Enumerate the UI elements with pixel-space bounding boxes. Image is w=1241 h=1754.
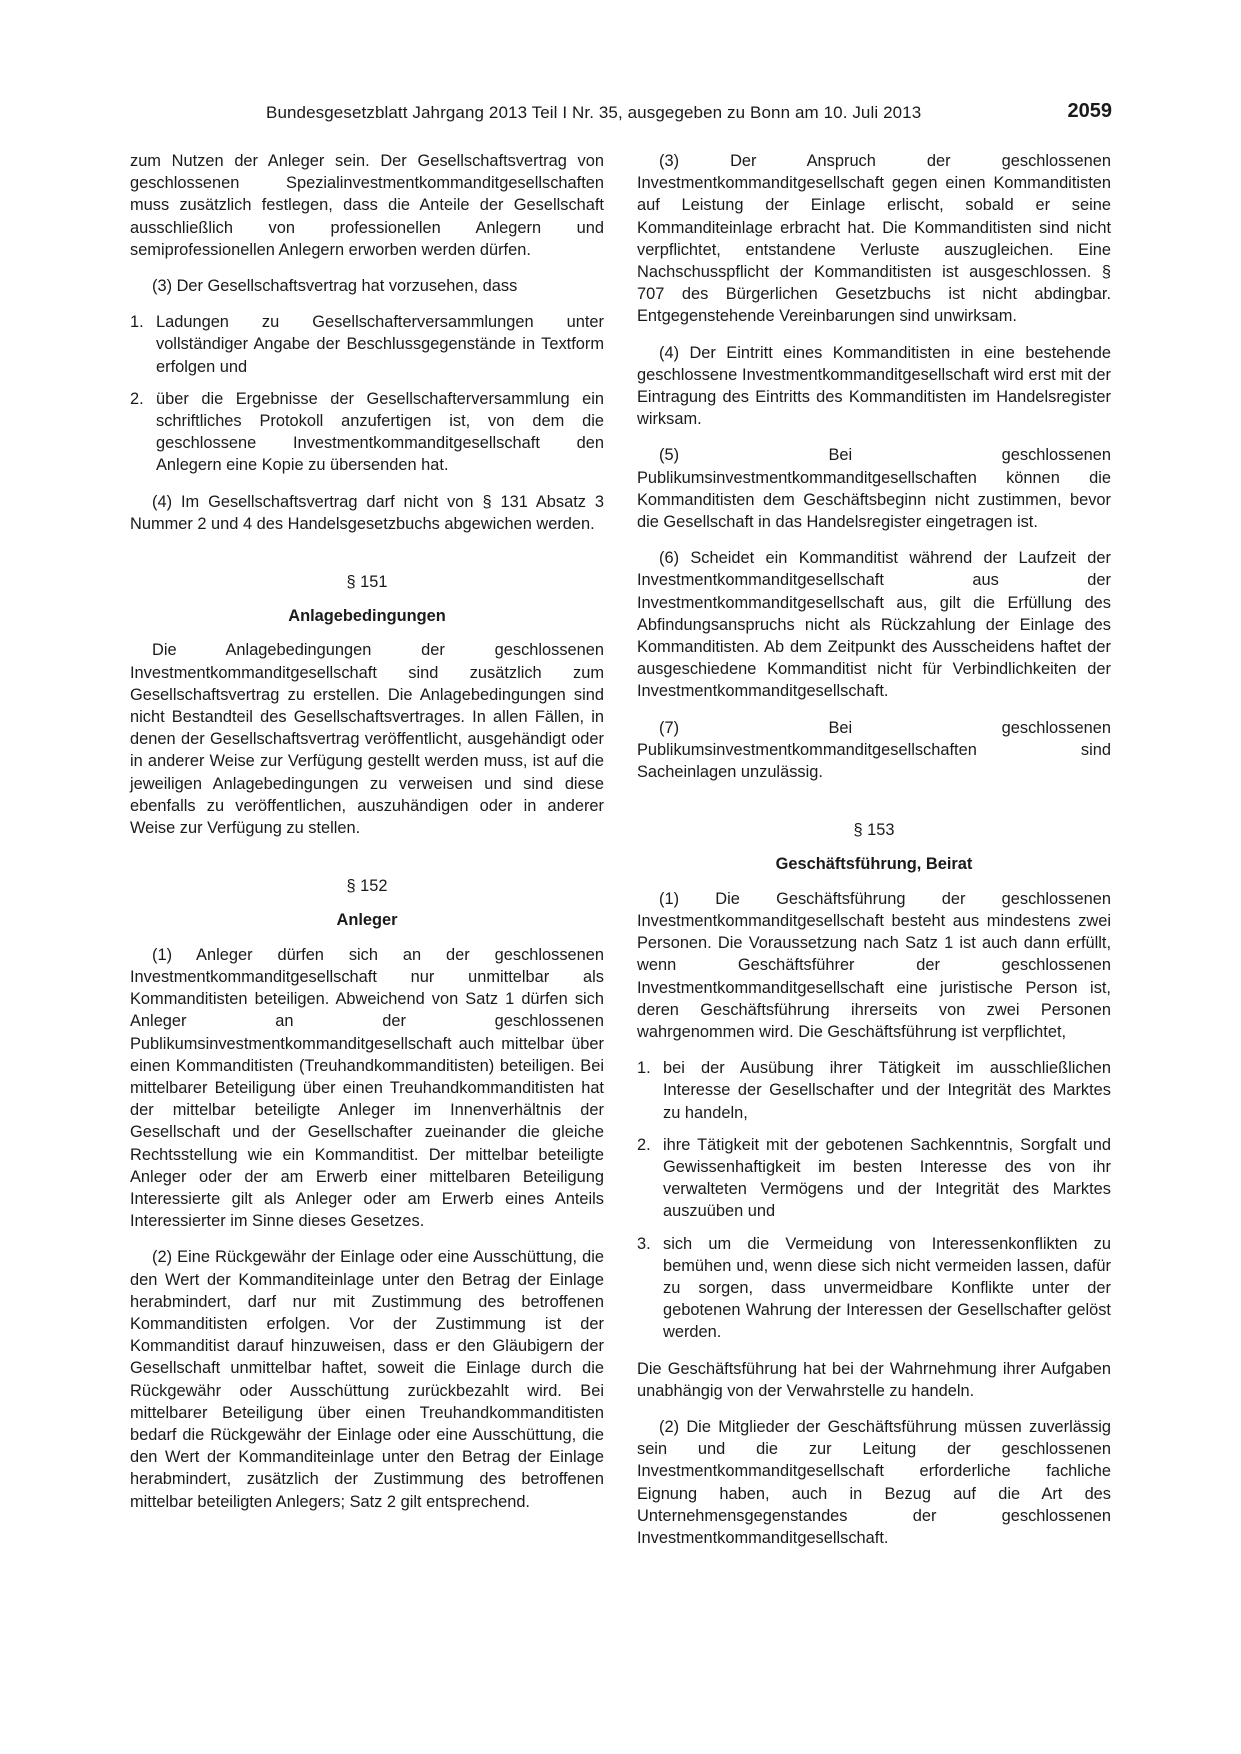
paragraph-152-1: (1) Anleger dürfen sich an der geschlossenen Investmentkommanditgesellschaft nur unmittelbar als Kommanditisten beteiligen. Abweichend von Satz 1 dürfen sich Anleger an der geschlossenen Publikumsinvestmentkommanditgesellschaft auch mittelbar über einen Kommanditisten (Treuhandkommanditisten) beteiligen. Bei mittelbarer Beteiligung über einen Treuhandkommanditisten hat der mittelbar beteiligte Anleger im Innenverhältnis der Gesellschaft und der Gesellschafter zueinander die gleiche Rechtsstellung wie ein Kommanditist. Der mittelbar beteiligte Anleger oder der am Erwerb einer mittelbaren Beteiligung Interessierte gilt als Anleger oder am Erwerb eines Anteils Interessierter im Sinne dieses Gesetzes. <box>130 945 604 1231</box>
list-item-number: 3. <box>637 1234 651 1253</box>
paragraph-152-2: (2) Eine Rückgewähr der Einlage oder eine Ausschüttung, die den Wert der Kommanditeinlage unter den Betrag der Einlage herabmindert, darf nur mit Zustimmung des betroffenen Kommanditisten erfolgen. Vor der Zustimmung ist der Kommanditist darauf hinzuweisen, dass er den Gläubigern der Gesellschaft unmittelbar haftet, soweit die Einlage durch die Rückgewähr oder Ausschüttung zurückbezahlt wird. Bei mittelbarer Beteiligung über einen Treuhandkommanditisten bedarf die Rückgewähr der Einlage oder eine Ausschüttung, die den Wert der Kommanditeinlage unter den Betrag der Einlage herabmindert, zusätzlich der Zustimmung des betroffenen mittelbar beteiligten Anlegers; Satz 2 gilt entsprechend. <box>130 1248 604 1511</box>
list-item-text: über die Ergebnisse der Gesellschafterversammlung ein schriftliches Protokoll anzufertigen ist, von dem die geschlossene Investmentkommanditgesellschaft den Anlegern eine Kopie zu übersenden hat. <box>156 389 604 475</box>
list-item-text: sich um die Vermeidung von Interessenkonflikten zu bemühen und, wenn diese sich nicht vermeiden lassen, dafür zu sorgen, dass unvermeidbare Konflikte unter der gebotenen Wahrung der Interessen der Gesellschafter gelöst werden. <box>663 1234 1111 1342</box>
paragraph-152-5: (5) Bei geschlossenen Publikumsinvestmentkommanditgesellschaften können die Kommanditisten dem Geschäftsbeginn nicht zustimmen, bevor die Gesellschaft in das Handelsregister eingetragen ist. <box>637 446 1111 532</box>
section-number-152: § 152 <box>346 877 388 896</box>
paragraph-153-1: (1) Die Geschäftsführung der geschlossenen Investmentkommanditgesellschaft besteht aus mindestens zwei Personen. Die Voraussetzung nach Satz 1 ist auch dann erfüllt, wenn Geschäftsführer der geschlossenen Investmentkommanditgesellschaft eine juristische Person ist, deren Geschäftsführung ihrerseits von zwei Personen wahrgenommen wird. Die Geschäftsführung ist verpflichtet, <box>637 889 1111 1041</box>
paragraph-152-6: (6) Scheidet ein Kommanditist während der Laufzeit der Investmentkommanditgesellschaft aus der Investmentkommanditgesellschaft aus, gilt die Erfüllung des Abfindungsanspruchs nicht als Rückzahlung der Einlage des Kommanditisten. Ab dem Zeitpunkt des Ausscheidens haftet der ausgeschiedene Kommanditist nicht für Verbindlichkeiten der Investmentkommanditgesellschaft. <box>637 549 1111 701</box>
list-item <box>637 1233 1111 1344</box>
paragraph-150-4: (4) Im Gesellschaftsvertrag darf nicht von § 131 Absatz 3 Nummer 2 und 4 des Handelsgesetzbuchs abgewichen werden. <box>130 492 604 533</box>
page-header <box>130 100 1112 128</box>
list-item <box>637 1134 1111 1223</box>
section-number-151: § 151 <box>346 573 388 592</box>
page-number: 2059 <box>1067 100 1112 122</box>
paragraph-153-1-closing: Die Geschäftsführung hat bei der Wahrnehmung ihrer Aufgaben unabhängig von der Verwahrstelle zu handeln. <box>637 1359 1111 1400</box>
list-item-number: 2. <box>130 389 144 408</box>
section-number-153: § 153 <box>853 821 895 840</box>
numbered-list-150-3 <box>130 311 604 476</box>
list-item-text: bei der Ausübung ihrer Tätigkeit im ausschließlichen Interesse der Gesellschafter und der Integrität des Marktes zu handeln, <box>663 1059 1111 1122</box>
paragraph-153-2: (2) Die Mitglieder der Geschäftsführung müssen zuverlässig sein und die zur Leitung der geschlossenen Investmentkommanditgesellschaft erforderliche fachliche Eignung haben, auch in Bezug auf die Art des Unternehmensgegenstandes der geschlossenen Investmentkommanditgesellschaft. <box>637 1417 1111 1547</box>
list-item <box>637 1057 1111 1124</box>
left-column <box>130 150 604 1527</box>
list-item-number: 1. <box>637 1059 651 1078</box>
list-item-text: Ladungen zu Gesellschafterversammlungen unter vollständiger Angabe der Beschlussgegenstände in Textform erfolgen und <box>156 313 604 376</box>
section-title-152: Anleger <box>336 911 398 930</box>
list-item <box>130 311 604 378</box>
paragraph-152-3: (3) Der Anspruch der geschlossenen Investmentkommanditgesellschaft gegen einen Kommanditisten auf Leistung der Einlage erlischt, sobald er seine Kommanditeinlage erbracht hat. Die Kommanditisten sind nicht verpflichtet, entstandene Verluste auszugleichen. Eine Nachschusspflicht der Kommanditisten ist ausgeschlossen. § 707 des Bürgerlichen Gesetzbuchs ist nicht abdingbar. Entgegenstehende Vereinbarungen sind unwirksam. <box>637 152 1111 326</box>
paragraph-150-3: (3) Der Gesellschaftsvertrag hat vorzusehen, dass <box>152 277 518 296</box>
list-item-number: 1. <box>130 313 144 332</box>
section-title-153: Geschäftsführung, Beirat <box>775 855 973 874</box>
running-header: Bundesgesetzblatt Jahrgang 2013 Teil I Nr. 35, ausgegeben zu Bonn am 10. Juli 2013 <box>266 103 922 122</box>
numbered-list-153-1 <box>637 1057 1111 1343</box>
list-item-number: 2. <box>637 1135 651 1154</box>
section-title-151: Anlagebedingungen <box>288 607 446 626</box>
paragraph-151: Die Anlagebedingungen der geschlossenen Investmentkommanditgesellschaft sind zusätzlich zum Gesellschaftsvertrag zu erstellen. Die Anlagebedingungen sind nicht Bestandteil des Gesellschaftsvertrages. In allen Fällen, in denen der Gesellschaftsvertrag veröffentlicht, ausgehändigt oder in anderer Weise zur Verfügung gestellt werden muss, ist auf die jeweiligen Anlagebedingungen zu verweisen und sind diese ebenfalls zu veröffentlichen, auszuhändigen oder in anderer Weise zur Verfügung zu stellen. <box>130 641 604 838</box>
paragraph-152-4: (4) Der Eintritt eines Kommanditisten in eine bestehende geschlossene Investmentkommanditgesellschaft wird erst mit der Eintragung des Eintritts des Kommanditisten im Handelsregister wirksam. <box>637 343 1111 429</box>
right-column <box>637 150 1111 1563</box>
list-item <box>130 388 604 477</box>
list-item-text: ihre Tätigkeit mit der gebotenen Sachkenntnis, Sorgfalt und Gewissenhaftigkeit im besten Interesse des von ihr verwalteten Vermögens und der Integrität des Marktes auszuüben und <box>663 1135 1111 1221</box>
paragraph-152-7: (7) Bei geschlossenen Publikumsinvestmentkommanditgesellschaften sind Sacheinlagen unzulässig. <box>637 718 1111 782</box>
paragraph-continuation: zum Nutzen der Anleger sein. Der Gesellschaftsvertrag von geschlossenen Spezialinvestmentkommanditgesellschaften muss zusätzlich festlegen, dass die Anteile der Gesellschaft ausschließlich von professionellen Anlegern und semiprofessionellen Anlegern erworben werden dürfen. <box>130 152 604 259</box>
